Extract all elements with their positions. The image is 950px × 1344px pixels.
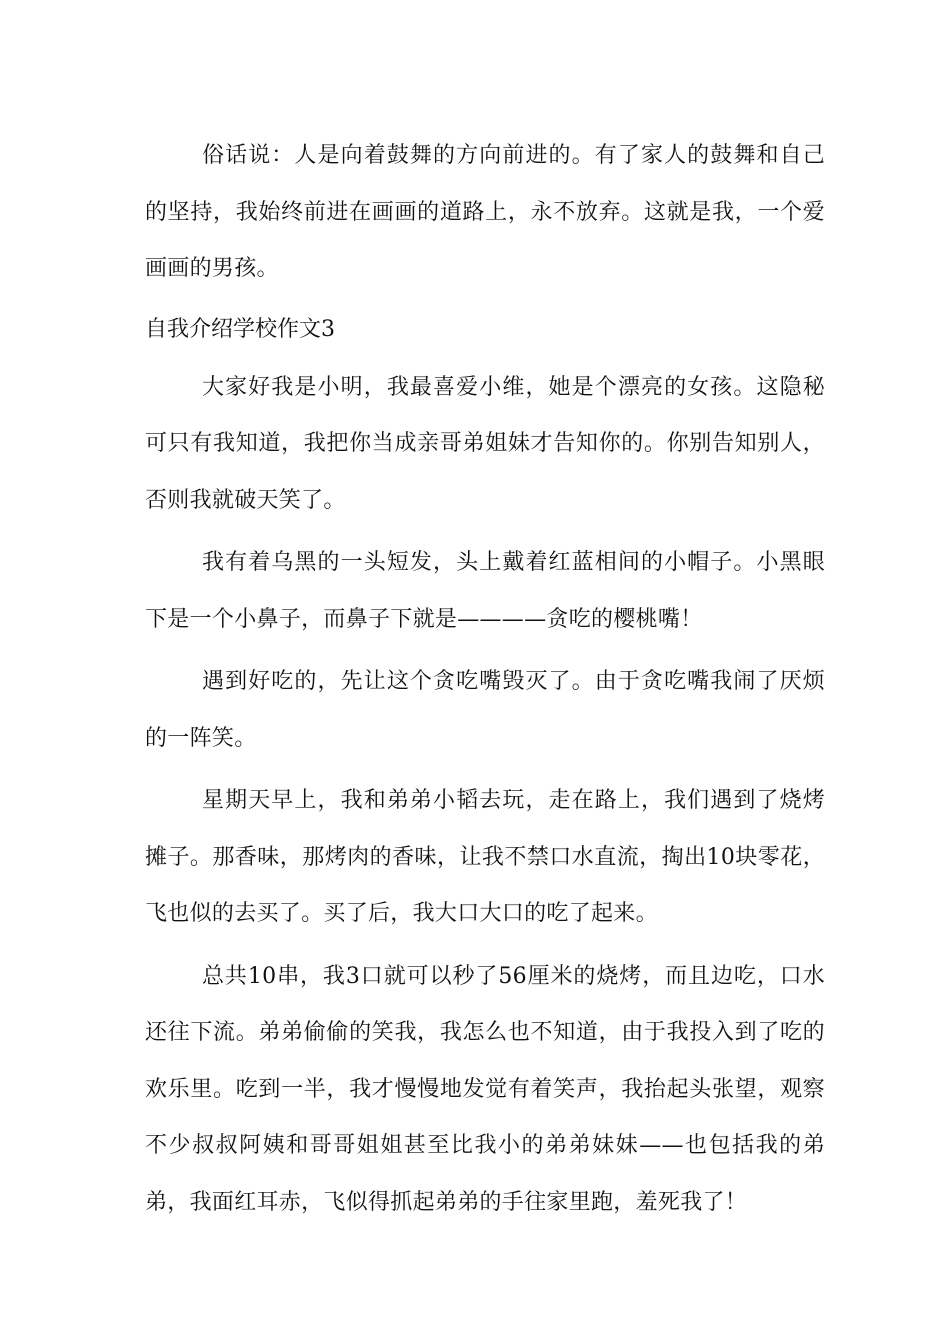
paragraph-5: 总共10串，我3口就可以秒了56厘米的烧烤，而且边吃，口水还往下流。弟弟偷偷的笑我，我怎么也不知道，由于我投入到了吃的欢乐里。吃到一半，我才慢慢地发觉有着笑声，我抬起头张望，观察不少叔叔阿姨和哥哥姐姐甚至比我小的弟弟妹妹——也包括我的弟弟，我面红耳赤，飞似得抓起弟弟的手往家里跑，羞死我了！ xyxy=(145,963,825,1215)
document-page xyxy=(145,128,825,1237)
paragraph-3: 遇到好吃的，先让这个贪吃嘴毁灭了。由于贪吃嘴我闹了厌烦的一阵笑。 xyxy=(145,669,825,751)
paragraph-4: 星期天早上，我和弟弟小韬去玩，走在路上，我们遇到了烧烤摊子。那香味，那烤肉的香味，让我不禁口水直流，掏出10块零花，飞也似的去买了。买了后，我大口大口的吃了起来。 xyxy=(145,788,825,926)
section-title: 自我介绍学校作文3 xyxy=(145,316,335,342)
paragraph-2: 我有着乌黑的一头短发，头上戴着红蓝相间的小帽子。小黑眼下是一个小鼻子，而鼻子下就是————贪吃的樱桃嘴！ xyxy=(145,550,825,632)
paragraph-intro-end: 俗话说：人是向着鼓舞的方向前进的。有了家人的鼓舞和自己的坚持，我始终前进在画画的道路上，永不放弃。这就是我，一个爱画画的男孩。 xyxy=(145,143,825,281)
paragraph-1: 大家好我是小明，我最喜爱小维，她是个漂亮的女孩。这隐秘可只有我知道，我把你当成亲哥弟姐妹才告知你的。你别告知别人，否则我就破天笑了。 xyxy=(145,374,825,513)
